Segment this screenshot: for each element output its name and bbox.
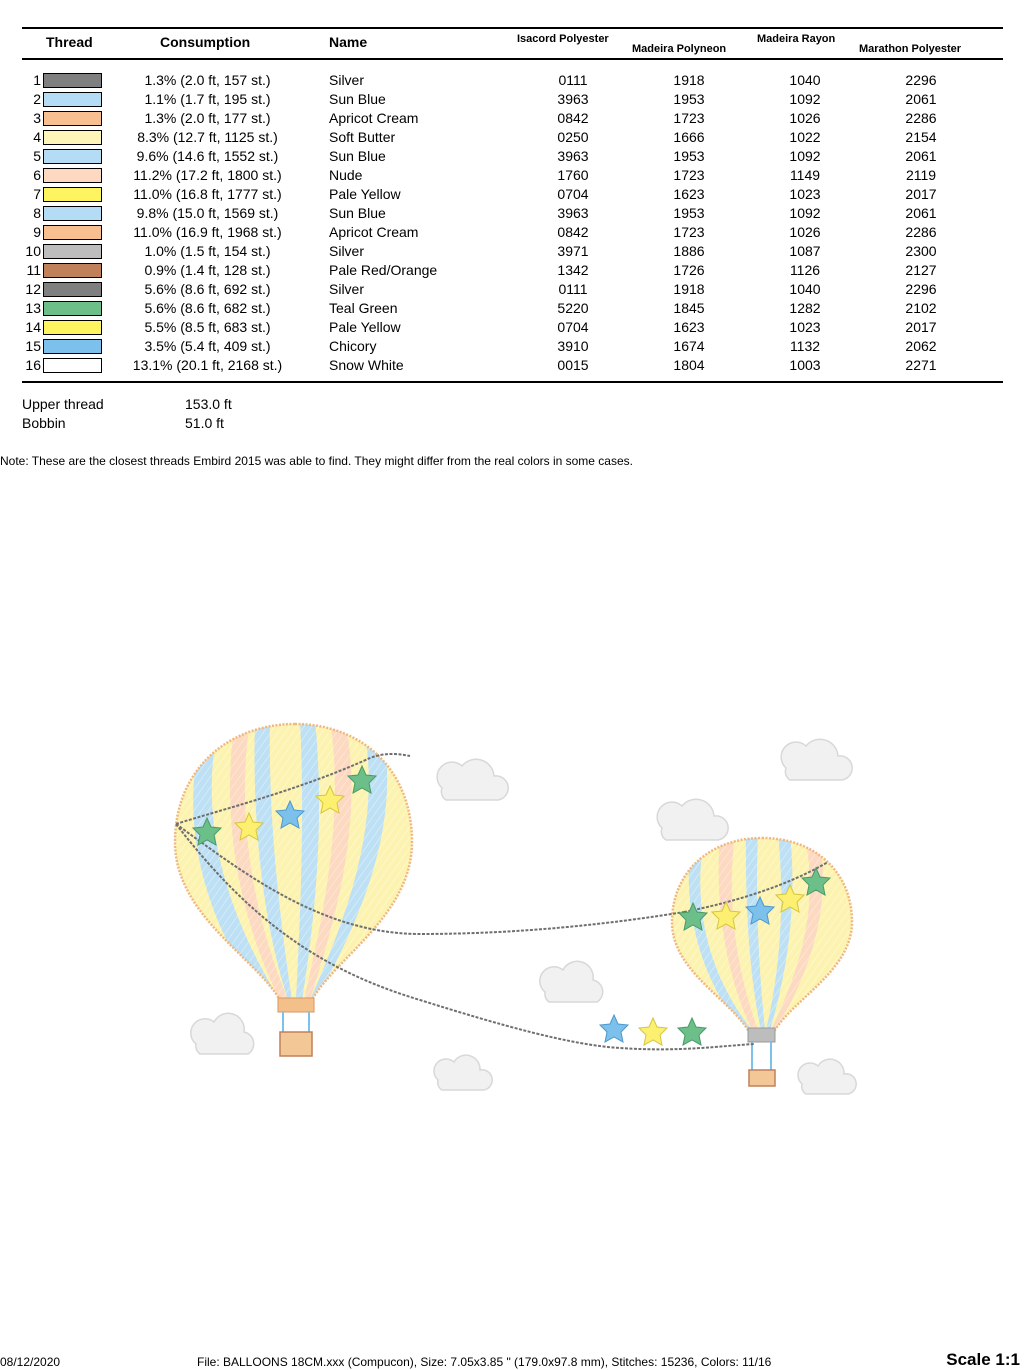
thread-name: Chicory xyxy=(329,338,377,354)
thread-name: Silver xyxy=(329,281,365,297)
isacord-code: 1342 xyxy=(557,262,589,278)
thread-row xyxy=(0,262,1024,281)
madeira-polyneon-code: 1623 xyxy=(673,319,705,335)
thread-number: 14 xyxy=(25,319,41,335)
thread-match-note: Note: These are the closest threads Embird 2015 was able to find. They might differ from the real colors in some cases. xyxy=(0,454,633,468)
isacord-code: 0015 xyxy=(557,357,589,373)
thread-consumption: 11.0% (16.8 ft, 1777 st.) xyxy=(133,186,282,202)
thread-number: 2 xyxy=(33,91,41,107)
madeira-rayon-code: 1087 xyxy=(789,243,821,259)
marathon-code: 2062 xyxy=(905,338,937,354)
thread-name: Pale Yellow xyxy=(329,186,401,202)
madeira-rayon-code: 1003 xyxy=(789,357,821,373)
thread-color-swatch xyxy=(43,301,102,316)
thread-color-swatch xyxy=(43,244,102,259)
madeira-rayon-code: 1026 xyxy=(789,110,821,126)
file-info: File: BALLOONS 18CM.xxx (Compucon), Size: 7.05x3.85 " (179.0x97.8 mm), Stitches: 15236, Colors: 11/16 xyxy=(197,1355,772,1369)
isacord-code: 3910 xyxy=(557,338,589,354)
isacord-code: 3963 xyxy=(557,91,589,107)
madeira-rayon-code: 1023 xyxy=(789,319,821,335)
isacord-code: 3963 xyxy=(557,148,589,164)
marathon-code: 2127 xyxy=(905,262,937,278)
thread-number: 8 xyxy=(33,205,41,221)
madeira-polyneon-code: 1723 xyxy=(673,167,705,183)
isacord-code: 3971 xyxy=(557,243,589,259)
thread-name: Pale Yellow xyxy=(329,319,401,335)
thread-name: Snow White xyxy=(329,357,404,373)
thread-name: Soft Butter xyxy=(329,129,396,145)
thread-number: 6 xyxy=(33,167,41,183)
thread-row xyxy=(0,357,1024,376)
thread-consumption: 5.5% (8.5 ft, 683 st.) xyxy=(144,319,271,335)
thread-number: 1 xyxy=(33,72,41,88)
thread-consumption: 5.6% (8.6 ft, 682 st.) xyxy=(144,300,271,316)
thread-number: 9 xyxy=(33,224,41,240)
header-thread: Thread xyxy=(46,34,93,50)
thread-row xyxy=(0,281,1024,300)
header-madeira-polyneon: Madeira Polyneon xyxy=(632,43,727,55)
isacord-code: 0704 xyxy=(557,186,589,202)
madeira-polyneon-code: 1953 xyxy=(673,91,705,107)
header-name: Name xyxy=(329,34,368,50)
thread-color-swatch xyxy=(43,130,102,145)
thread-name: Silver xyxy=(329,243,365,259)
madeira-rayon-code: 1282 xyxy=(789,300,821,316)
header-madeira-rayon: Madeira Rayon xyxy=(757,33,836,45)
header-consumption: Consumption xyxy=(160,34,251,50)
marathon-code: 2119 xyxy=(905,167,937,183)
thread-number: 7 xyxy=(33,186,41,202)
thread-number: 10 xyxy=(25,243,41,259)
thread-number: 15 xyxy=(25,338,41,354)
thread-name: Sun Blue xyxy=(329,148,386,164)
thread-number: 16 xyxy=(25,357,41,373)
thread-name: Apricot Cream xyxy=(329,224,419,240)
isacord-code: 0704 xyxy=(557,319,589,335)
madeira-rayon-code: 1023 xyxy=(789,186,821,202)
bobbin-label: Bobbin xyxy=(22,415,66,431)
thread-row xyxy=(0,110,1024,129)
isacord-code: 1760 xyxy=(557,167,589,183)
madeira-polyneon-code: 1845 xyxy=(673,300,705,316)
thread-row xyxy=(0,205,1024,224)
thread-row xyxy=(0,186,1024,205)
marathon-code: 2061 xyxy=(905,91,937,107)
madeira-rayon-code: 1040 xyxy=(789,281,821,297)
thread-color-swatch xyxy=(43,339,102,354)
madeira-rayon-code: 1092 xyxy=(789,91,821,107)
isacord-code: 0111 xyxy=(558,281,588,297)
madeira-rayon-code: 1092 xyxy=(789,148,821,164)
madeira-polyneon-code: 1666 xyxy=(673,129,705,145)
madeira-polyneon-code: 1953 xyxy=(673,205,705,221)
thread-consumption: 11.0% (16.9 ft, 1968 st.) xyxy=(133,224,282,240)
upper-thread-label: Upper thread xyxy=(22,396,104,412)
print-date: 08/12/2020 xyxy=(0,1355,61,1369)
balloon-large xyxy=(170,720,420,1010)
madeira-rayon-code: 1149 xyxy=(789,167,821,183)
thread-row xyxy=(0,72,1024,91)
thread-number: 3 xyxy=(33,110,41,126)
thread-name: Sun Blue xyxy=(329,205,386,221)
madeira-polyneon-code: 1623 xyxy=(673,186,705,202)
marathon-code: 2061 xyxy=(905,205,937,221)
thread-number: 5 xyxy=(33,148,41,164)
marathon-code: 2154 xyxy=(905,129,937,145)
upper-thread-value: 153.0 ft xyxy=(185,396,232,412)
thread-consumption: 9.6% (14.6 ft, 1552 st.) xyxy=(136,148,279,164)
thread-row xyxy=(0,338,1024,357)
marathon-code: 2017 xyxy=(905,319,937,335)
isacord-code: 0842 xyxy=(557,224,589,240)
thread-color-swatch xyxy=(43,168,102,183)
thread-name: Sun Blue xyxy=(329,91,386,107)
madeira-rayon-code: 1092 xyxy=(789,205,821,221)
marathon-code: 2017 xyxy=(905,186,937,202)
madeira-polyneon-code: 1723 xyxy=(673,110,705,126)
thread-row xyxy=(0,300,1024,319)
thread-color-swatch xyxy=(43,111,102,126)
embroidery-preview-image xyxy=(0,700,1024,1120)
thread-row xyxy=(0,167,1024,186)
marathon-code: 2286 xyxy=(905,224,937,240)
header-marathon: Marathon Polyester xyxy=(859,43,962,55)
thread-row xyxy=(0,91,1024,110)
madeira-polyneon-code: 1726 xyxy=(673,262,705,278)
thread-row xyxy=(0,319,1024,338)
thread-consumption: 9.8% (15.0 ft, 1569 st.) xyxy=(136,205,279,221)
madeira-rayon-code: 1026 xyxy=(789,224,821,240)
thread-color-swatch xyxy=(43,282,102,297)
thread-consumption: 0.9% (1.4 ft, 128 st.) xyxy=(144,262,271,278)
thread-consumption: 5.6% (8.6 ft, 692 st.) xyxy=(144,281,271,297)
thread-row xyxy=(0,129,1024,148)
thread-color-swatch xyxy=(43,263,102,278)
thread-color-swatch xyxy=(43,320,102,335)
marathon-code: 2296 xyxy=(905,281,937,297)
madeira-polyneon-code: 1918 xyxy=(673,72,705,88)
table-header-rule xyxy=(22,58,1003,60)
scale-label: Scale 1:1 xyxy=(946,1350,1020,1369)
isacord-code: 3963 xyxy=(557,205,589,221)
thread-consumption: 1.0% (1.5 ft, 154 st.) xyxy=(144,243,271,259)
madeira-polyneon-code: 1723 xyxy=(673,224,705,240)
madeira-polyneon-code: 1804 xyxy=(673,357,705,373)
madeira-polyneon-code: 1918 xyxy=(673,281,705,297)
table-top-rule xyxy=(22,27,1003,29)
thread-row xyxy=(0,224,1024,243)
thread-consumption: 8.3% (12.7 ft, 1125 st.) xyxy=(137,129,278,145)
thread-color-swatch xyxy=(43,206,102,221)
marathon-code: 2061 xyxy=(905,148,937,164)
bobbin-value: 51.0 ft xyxy=(185,415,224,431)
madeira-rayon-code: 1022 xyxy=(789,129,821,145)
isacord-code: 0250 xyxy=(557,129,589,145)
marathon-code: 2300 xyxy=(905,243,937,259)
madeira-rayon-code: 1040 xyxy=(789,72,821,88)
thread-consumption: 1.3% (2.0 ft, 177 st.) xyxy=(144,110,271,126)
marathon-code: 2296 xyxy=(905,72,937,88)
thread-consumption: 1.3% (2.0 ft, 157 st.) xyxy=(144,72,271,88)
thread-consumption: 1.1% (1.7 ft, 195 st.) xyxy=(144,91,271,107)
thread-number: 4 xyxy=(33,129,41,145)
thread-consumption: 11.2% (17.2 ft, 1800 st.) xyxy=(133,167,282,183)
header-isacord: Isacord Polyester xyxy=(517,33,609,45)
isacord-code: 5220 xyxy=(557,300,589,316)
thread-name: Teal Green xyxy=(329,300,398,316)
thread-row xyxy=(0,243,1024,262)
thread-name: Silver xyxy=(329,72,365,88)
marathon-code: 2286 xyxy=(905,110,937,126)
isacord-code: 0842 xyxy=(557,110,589,126)
thread-color-swatch xyxy=(43,225,102,240)
thread-color-swatch xyxy=(43,358,102,373)
marathon-code: 2102 xyxy=(905,300,937,316)
thread-color-swatch xyxy=(43,73,102,88)
thread-color-swatch xyxy=(43,92,102,107)
madeira-polyneon-code: 1674 xyxy=(673,338,705,354)
madeira-polyneon-code: 1886 xyxy=(673,243,705,259)
table-bottom-rule xyxy=(22,381,1003,383)
marathon-code: 2271 xyxy=(905,357,937,373)
thread-name: Pale Red/Orange xyxy=(329,262,438,278)
thread-row xyxy=(0,148,1024,167)
thread-color-swatch xyxy=(43,187,102,202)
madeira-rayon-code: 1132 xyxy=(789,338,821,354)
madeira-rayon-code: 1126 xyxy=(789,262,821,278)
thread-number: 12 xyxy=(25,281,41,297)
madeira-polyneon-code: 1953 xyxy=(673,148,705,164)
thread-number: 13 xyxy=(25,300,41,316)
thread-name: Nude xyxy=(329,167,363,183)
thread-number: 11 xyxy=(26,262,41,278)
thread-color-swatch xyxy=(43,149,102,164)
isacord-code: 0111 xyxy=(558,72,588,88)
thread-consumption: 13.1% (20.1 ft, 2168 st.) xyxy=(132,357,283,373)
thread-name: Apricot Cream xyxy=(329,110,419,126)
thread-consumption: 3.5% (5.4 ft, 409 st.) xyxy=(144,338,271,354)
